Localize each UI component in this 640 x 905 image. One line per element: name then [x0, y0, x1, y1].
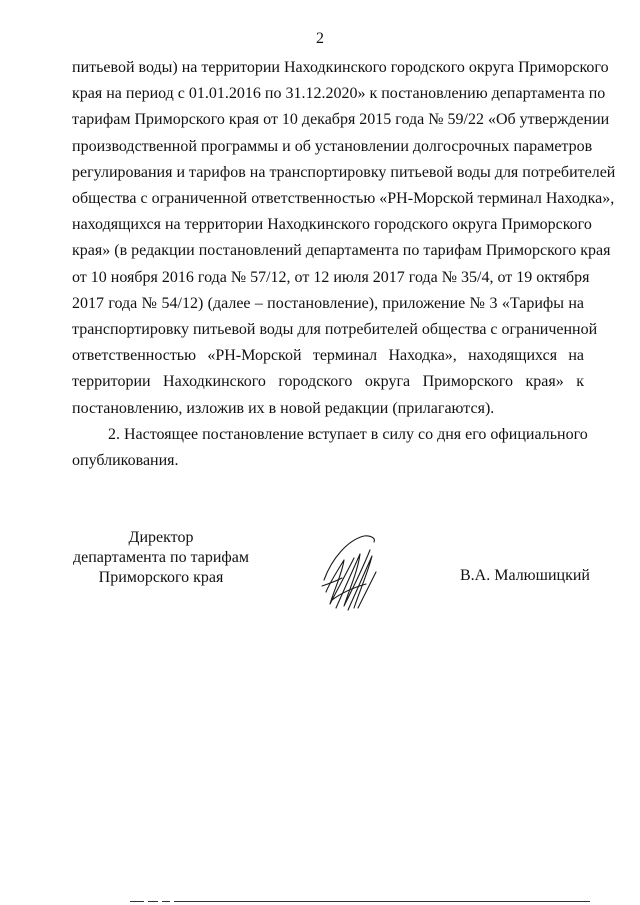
signatory-name: В.А. Малюшицкий	[460, 567, 590, 584]
text-line: находящихся на территории Находкинского городского округа Приморского	[72, 216, 592, 234]
text-line: транспортировку питьевой воды для потребителей общества с ограниченной	[72, 321, 598, 339]
footer-divider	[130, 901, 590, 903]
signatory-title-line: Директор	[128, 529, 194, 546]
text-line: постановлению, изложив их в новой редакции (прилагаются).	[72, 399, 495, 417]
text-line: края на период с 01.01.2016 по 31.12.2020» к постановлению департамента по	[72, 85, 606, 103]
text-line: производственной программы и об установлении долгосрочных параметров	[72, 137, 593, 155]
text-line: ответственностью «РН-Морской терминал Находка», находящихся на	[72, 347, 584, 365]
handwritten-signature	[318, 530, 380, 612]
signatory-title	[66, 528, 256, 588]
text-line: края» (в редакции постановлений департамента по тарифам Приморского края	[72, 242, 611, 260]
text-line: питьевой воды) на территории Находкинского городского округа Приморского	[72, 59, 609, 76]
text-line: территории Находкинского городского округа Приморского края» к	[72, 373, 584, 391]
document-body	[72, 55, 616, 474]
text-line: общества с ограниченной ответственностью «РН-Морской терминал Находка»,	[72, 190, 615, 208]
text-line: 2. Настоящее постановление вступает в силу со дня его официального	[108, 425, 588, 443]
text-line: 2017 года № 54/12) (далее – постановление), приложение № 3 «Тарифы на	[72, 294, 584, 312]
page-number: 2	[316, 30, 324, 47]
text-line: от 10 ноября 2016 года № 57/12, от 12 июля 2017 года № 35/4, от 19 октября	[72, 268, 590, 286]
text-line: регулирования и тарифов на транспортировку питьевой воды для потребителей	[72, 163, 616, 181]
text-line: опубликования.	[72, 452, 179, 470]
text-line: тарифам Приморского края от 10 декабря 2015 года № 59/22 «Об утверждении	[72, 111, 610, 129]
signatory-title-line: Приморского края	[98, 569, 224, 586]
signatory-title-line: департамента по тарифам	[72, 549, 250, 566]
